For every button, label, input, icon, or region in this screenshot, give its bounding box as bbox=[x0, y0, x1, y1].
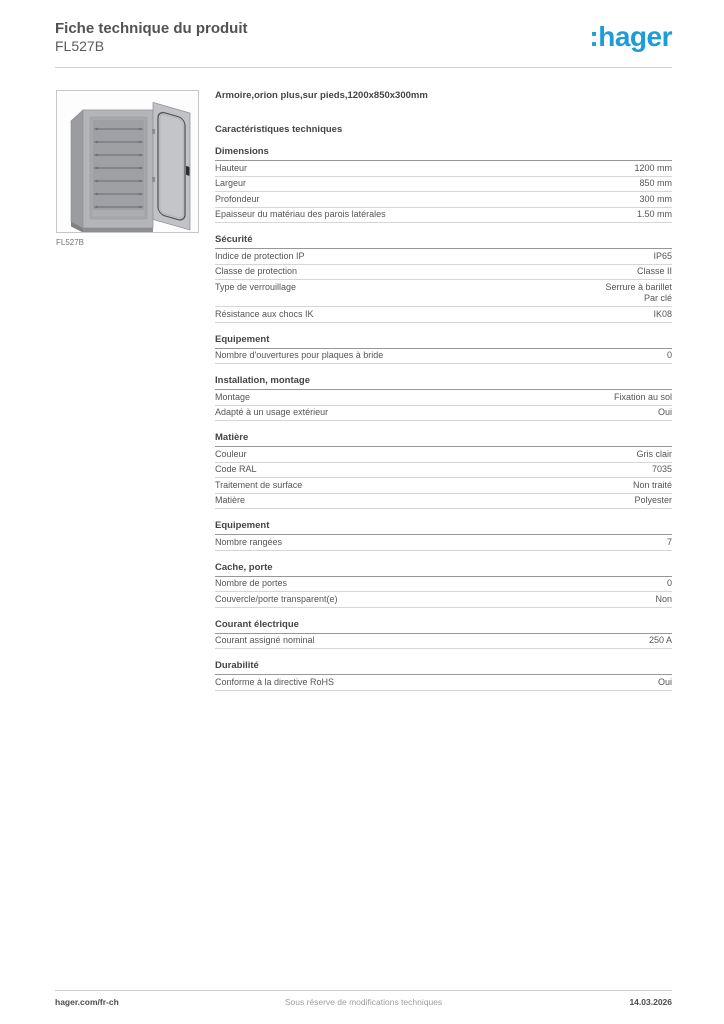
spec-section-title: Installation, montage bbox=[215, 375, 672, 390]
spec-section-title: Dimensions bbox=[215, 146, 672, 161]
spec-value: Non bbox=[655, 593, 672, 604]
product-reference: FL527B bbox=[55, 38, 105, 54]
spec-label: Nombre rangées bbox=[215, 536, 283, 547]
spec-value: 300 mm bbox=[639, 193, 672, 204]
spec-row bbox=[215, 307, 672, 323]
product-image bbox=[56, 90, 199, 233]
spec-value: IK08 bbox=[653, 308, 672, 319]
spec-label: Indice de protection IP bbox=[215, 250, 305, 261]
footer-website: hager.com/fr-ch bbox=[55, 997, 119, 1007]
spec-label: Matière bbox=[215, 495, 246, 505]
spec-label: Adapté à un usage extérieur bbox=[215, 407, 329, 417]
header-divider bbox=[55, 67, 672, 68]
footer-date: 14.03.2026 bbox=[629, 997, 672, 1007]
hager-logo: :hager bbox=[589, 21, 672, 52]
spec-section bbox=[215, 562, 672, 608]
spec-section-title: Equipement bbox=[215, 334, 672, 349]
spec-label: Largeur bbox=[215, 178, 247, 188]
product-image-column bbox=[56, 90, 199, 247]
spec-section-title: Matière bbox=[215, 432, 672, 447]
spec-label: Nombre de portes bbox=[215, 578, 288, 588]
spec-value: Classe II bbox=[636, 266, 672, 276]
spec-value: 7 bbox=[666, 536, 672, 547]
cabinet-illustration-icon bbox=[57, 91, 198, 232]
spec-value: 1.50 mm bbox=[636, 209, 672, 219]
spec-label: Type de verrouillage bbox=[215, 281, 297, 292]
spec-row bbox=[215, 577, 672, 593]
spec-value: Serrure à barillet Par clé bbox=[605, 281, 672, 303]
spec-value: 850 mm bbox=[639, 178, 672, 188]
footer-divider bbox=[55, 990, 672, 991]
spec-section bbox=[215, 619, 672, 650]
spec-row bbox=[215, 192, 672, 208]
spec-value: Oui bbox=[657, 676, 672, 687]
spec-label: Couleur bbox=[215, 448, 247, 459]
spec-row bbox=[215, 478, 672, 494]
document-title: Fiche technique du produit bbox=[55, 20, 248, 37]
spec-label: Traitement de surface bbox=[215, 479, 303, 490]
spec-row bbox=[215, 494, 672, 510]
spec-label: Hauteur bbox=[215, 162, 248, 173]
spec-section-title: Courant électrique bbox=[215, 619, 672, 634]
spec-label: Profondeur bbox=[215, 193, 260, 204]
spec-value: Gris clair bbox=[636, 448, 672, 459]
spec-label: Classe de protection bbox=[215, 266, 298, 276]
spec-row bbox=[215, 280, 672, 307]
spec-heading: Caractéristiques techniques bbox=[215, 124, 343, 135]
spec-section-title: Sécurité bbox=[215, 234, 672, 249]
spec-label: Courant assigné nominal bbox=[215, 635, 315, 645]
spec-section bbox=[215, 520, 672, 551]
spec-value: 0 bbox=[666, 350, 672, 360]
spec-row bbox=[215, 463, 672, 479]
spec-label: Résistance aux chocs IK bbox=[215, 308, 314, 319]
spec-row bbox=[215, 265, 672, 281]
spec-label: Epaisseur du matériau des parois latérales bbox=[215, 209, 386, 219]
spec-section bbox=[215, 334, 672, 365]
spec-value: Non traité bbox=[632, 479, 672, 490]
spec-section-title: Durabilité bbox=[215, 660, 672, 675]
spec-row bbox=[215, 390, 672, 406]
spec-row bbox=[215, 177, 672, 193]
footer-disclaimer: Sous réserve de modifications techniques bbox=[284, 997, 443, 1007]
spec-section-title: Equipement bbox=[215, 520, 672, 535]
spec-row bbox=[215, 349, 672, 365]
spec-row bbox=[215, 535, 672, 551]
spec-row bbox=[215, 447, 672, 463]
spec-label: Couvercle/porte transparent(e) bbox=[215, 593, 338, 604]
spec-value: 250 A bbox=[648, 635, 672, 645]
spec-row bbox=[215, 208, 672, 224]
spec-row bbox=[215, 592, 672, 608]
spec-section bbox=[215, 146, 672, 223]
spec-section bbox=[215, 375, 672, 421]
spec-value: Polyester bbox=[634, 495, 672, 505]
spec-label: Montage bbox=[215, 391, 251, 402]
spec-row bbox=[215, 161, 672, 177]
spec-value: 0 bbox=[666, 578, 672, 588]
spec-label: Conforme à la directive RoHS bbox=[215, 676, 335, 687]
spec-section bbox=[215, 432, 672, 509]
spec-value: 1200 mm bbox=[634, 162, 672, 173]
spec-value: Fixation au sol bbox=[613, 391, 672, 402]
spec-label: Nombre d'ouvertures pour plaques à bride bbox=[215, 350, 384, 360]
spec-row bbox=[215, 675, 672, 691]
spec-section-title: Cache, porte bbox=[215, 562, 672, 577]
spec-section bbox=[215, 660, 672, 691]
spec-row bbox=[215, 634, 672, 650]
spec-value: Oui bbox=[657, 407, 672, 417]
spec-label: Code RAL bbox=[215, 464, 257, 474]
image-caption: FL527B bbox=[56, 238, 85, 247]
header bbox=[55, 20, 672, 68]
spec-row bbox=[215, 406, 672, 422]
product-name: Armoire,orion plus,sur pieds,1200x850x300mm bbox=[215, 90, 428, 101]
spec-value: 7035 bbox=[651, 464, 672, 474]
spec-value: IP65 bbox=[653, 250, 672, 261]
spec-sections bbox=[215, 146, 672, 691]
spec-section bbox=[215, 234, 672, 323]
spec-row bbox=[215, 249, 672, 265]
spec-column bbox=[215, 90, 672, 691]
